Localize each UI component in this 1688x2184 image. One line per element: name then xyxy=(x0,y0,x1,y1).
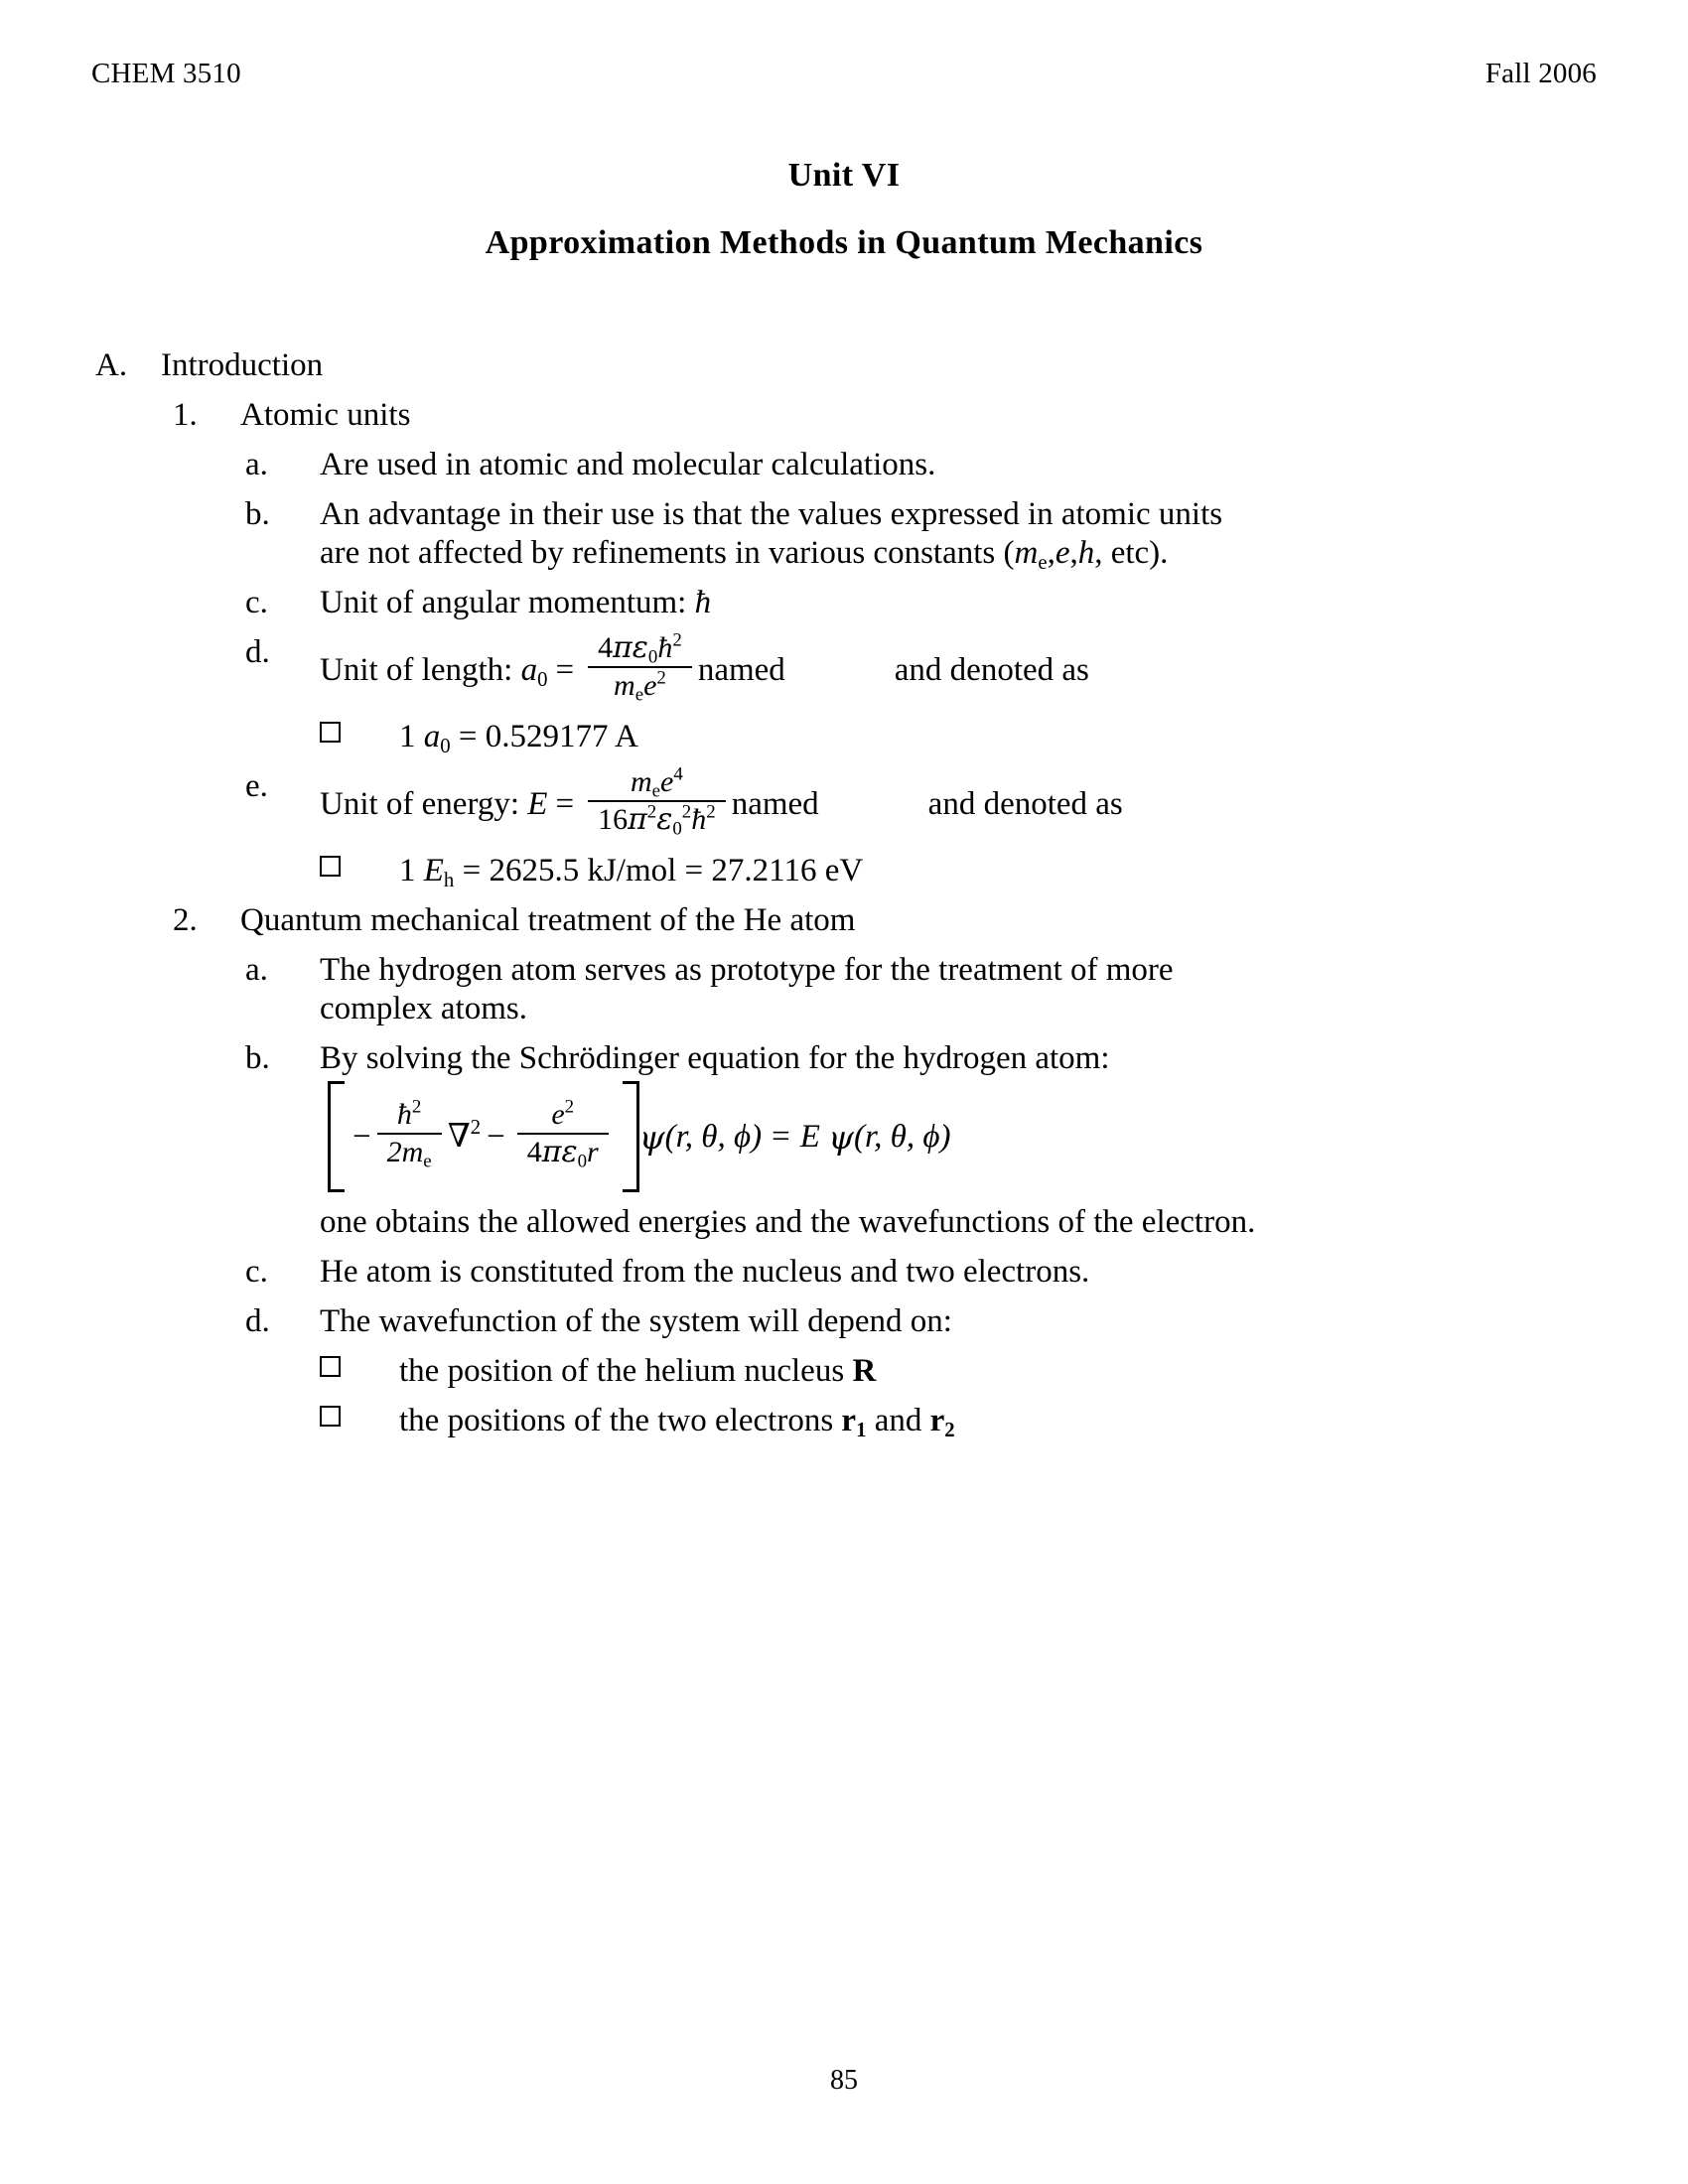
unit-title: Unit VI xyxy=(787,157,901,194)
text-2c: He atom is constituted from the nucleus and two electrons. xyxy=(320,1254,1090,1290)
numerator-E: $m_ee^4$ xyxy=(588,767,726,802)
text-1e: Unit of energy: xyxy=(320,785,520,822)
marker-2a: a. xyxy=(245,952,268,988)
energy-symbol: E xyxy=(799,1118,820,1155)
psi-symbol-lhs: ψ xyxy=(638,1117,665,1157)
text-1b-line2 xyxy=(0,535,1688,574)
label-named-e: named xyxy=(731,785,819,822)
marker-1d: d. xyxy=(245,634,270,670)
vector-r1: $r_1$ xyxy=(841,1403,867,1441)
outline-item-2b xyxy=(0,1042,1688,1075)
marker-2: 2. xyxy=(173,902,198,938)
outline-item-1b xyxy=(0,498,1688,531)
marker-1b: b. xyxy=(245,496,270,532)
marker-A: A. xyxy=(95,347,128,383)
equals-sign-d: = xyxy=(555,651,575,688)
text-2b-after: one obtains the allowed energies and the wavefunctions of the electron. xyxy=(320,1204,1256,1240)
psi-args-rhs: (r, θ, ϕ) xyxy=(854,1118,951,1155)
bracket-group xyxy=(328,1081,639,1192)
bullet-a0-value xyxy=(0,719,1688,757)
marker-2c: c. xyxy=(245,1254,268,1290)
schrodinger-equation xyxy=(0,1081,1688,1192)
symbol-hbar: ħ xyxy=(694,585,712,620)
running-head xyxy=(91,58,1597,90)
numerator-a0: $4\pi\varepsilon_0ħ^2$ xyxy=(588,633,692,668)
const-sep-2: , xyxy=(1069,535,1078,571)
outline-body xyxy=(0,349,1688,1454)
equals-e-bullet-1: = xyxy=(462,853,482,888)
conjunction-and: and xyxy=(874,1403,922,1438)
fraction-potential: $\frac{e^2}{4\pi\varepsilon_0r}$ xyxy=(517,1100,609,1167)
outline-item-2 xyxy=(0,904,1688,937)
text-1b-line2-pre: are not affected by refinements in various constants ( xyxy=(320,535,1015,571)
symbol-a0-bullet: $a_0$ xyxy=(423,719,451,757)
formula-hartree-energy xyxy=(320,763,1688,839)
equals-d-bullet: = xyxy=(458,719,478,754)
equals-sign-schrodinger: = xyxy=(772,1118,790,1155)
text-1b-line1: An advantage in their use is that the values expressed in atomic units xyxy=(320,496,1223,532)
bullet-nucleus-position xyxy=(0,1355,1688,1388)
bullet-electron-positions xyxy=(0,1403,1688,1441)
const-e: e xyxy=(1055,535,1070,571)
text-1c: Unit of angular momentum: ħ xyxy=(320,585,712,620)
fraction-a0 xyxy=(588,629,692,705)
psi-args-lhs: (r, θ, ϕ) xyxy=(664,1118,763,1155)
outline-item-1e xyxy=(0,763,1688,839)
outline-item-1c xyxy=(0,587,1688,619)
fraction-kinetic: $\frac{ħ^2}{2m_e}$ xyxy=(377,1100,442,1167)
outline-item-2a xyxy=(0,954,1688,987)
psi-symbol-rhs: ψ xyxy=(828,1117,854,1157)
formula-bohr-radius xyxy=(320,629,1688,705)
text-2a-line1: The hydrogen atom serves as prototype for the treatment of more xyxy=(320,952,1174,988)
vector-R: R xyxy=(852,1353,877,1389)
fraction-E xyxy=(588,763,726,839)
marker-1e: e. xyxy=(245,768,268,804)
label-he-atom: Quantum mechanical treatment of the He atom xyxy=(240,902,856,938)
square-bullet-icon xyxy=(320,721,399,753)
square-bullet-icon xyxy=(320,1405,399,1437)
term-label: Fall 2006 xyxy=(1484,58,1597,89)
bullet-hartree-value xyxy=(0,853,1688,891)
minus-sign-1: − xyxy=(352,1118,371,1155)
label-denoted-e: and denoted as xyxy=(927,785,1123,822)
outline-item-1 xyxy=(0,399,1688,432)
subject-title: Approximation Methods in Quantum Mechanics xyxy=(485,224,1203,261)
square-bullet-icon xyxy=(320,1355,399,1388)
symbol-E: E xyxy=(527,785,548,822)
square-bullet-icon xyxy=(320,855,399,887)
label-atomic-units: Atomic units xyxy=(240,397,411,433)
text-1d: Unit of length: xyxy=(320,651,513,688)
label-named-d: named xyxy=(697,651,785,688)
const-me: $m_e$ xyxy=(1014,535,1048,574)
text-1a: Are used in atomic and molecular calculations. xyxy=(320,447,936,482)
marker-2b: b. xyxy=(245,1040,270,1076)
outline-item-A xyxy=(0,349,1688,382)
symbol-Eh: $E_h$ xyxy=(423,853,455,891)
text-2b: By solving the Schrödinger equation for the hydrogen atom: xyxy=(320,1040,1110,1076)
minus-sign-2: − xyxy=(487,1118,505,1155)
const-sep-1: , xyxy=(1047,535,1055,571)
outline-item-2d xyxy=(0,1305,1688,1338)
label-denoted-d: and denoted as xyxy=(894,651,1089,688)
vector-r2: $r_2$ xyxy=(929,1403,955,1441)
outline-item-1d xyxy=(0,629,1688,705)
equals-e-bullet-2: = xyxy=(684,853,704,888)
value-one-d: 1 xyxy=(399,719,416,754)
symbol-a0: $a_0$ xyxy=(520,651,548,691)
text-bullet-nucleus: the position of the helium nucleus xyxy=(399,1353,845,1389)
text-1b-line2-post: , etc). xyxy=(1094,535,1169,571)
text-2a-line2: complex atoms. xyxy=(320,991,527,1026)
marker-1c: c. xyxy=(245,585,268,620)
course-code: CHEM 3510 xyxy=(91,58,241,89)
right-bracket-icon xyxy=(623,1081,639,1192)
outline-item-1a xyxy=(0,449,1688,481)
text-bullet-electrons: the positions of the two electrons xyxy=(399,1403,834,1438)
marker-2d: d. xyxy=(245,1303,270,1339)
value-one-e: 1 xyxy=(399,853,416,888)
value-ev: 27.2116 eV xyxy=(711,853,864,888)
equals-sign-e: = xyxy=(555,785,575,822)
page-number: 85 xyxy=(830,2065,858,2096)
label-introduction: Introduction xyxy=(161,347,324,383)
text-2d: The wavefunction of the system will depend on: xyxy=(320,1303,952,1339)
marker-1a: a. xyxy=(245,447,268,482)
marker-1: 1. xyxy=(173,397,198,433)
denominator-E: $16\pi^2\varepsilon_0^2ħ^2$ xyxy=(598,801,716,839)
denominator-a0: $m_ee^2$ xyxy=(614,667,666,705)
value-a0: 0.529177 A xyxy=(485,719,638,754)
nabla-operator: ∇$^2$ xyxy=(447,1115,482,1155)
value-kjmol: 2625.5 kJ/mol xyxy=(489,853,677,888)
outline-item-2c xyxy=(0,1256,1688,1289)
const-h: h xyxy=(1077,535,1095,571)
title-block xyxy=(0,157,1688,262)
left-bracket-icon xyxy=(328,1081,345,1192)
